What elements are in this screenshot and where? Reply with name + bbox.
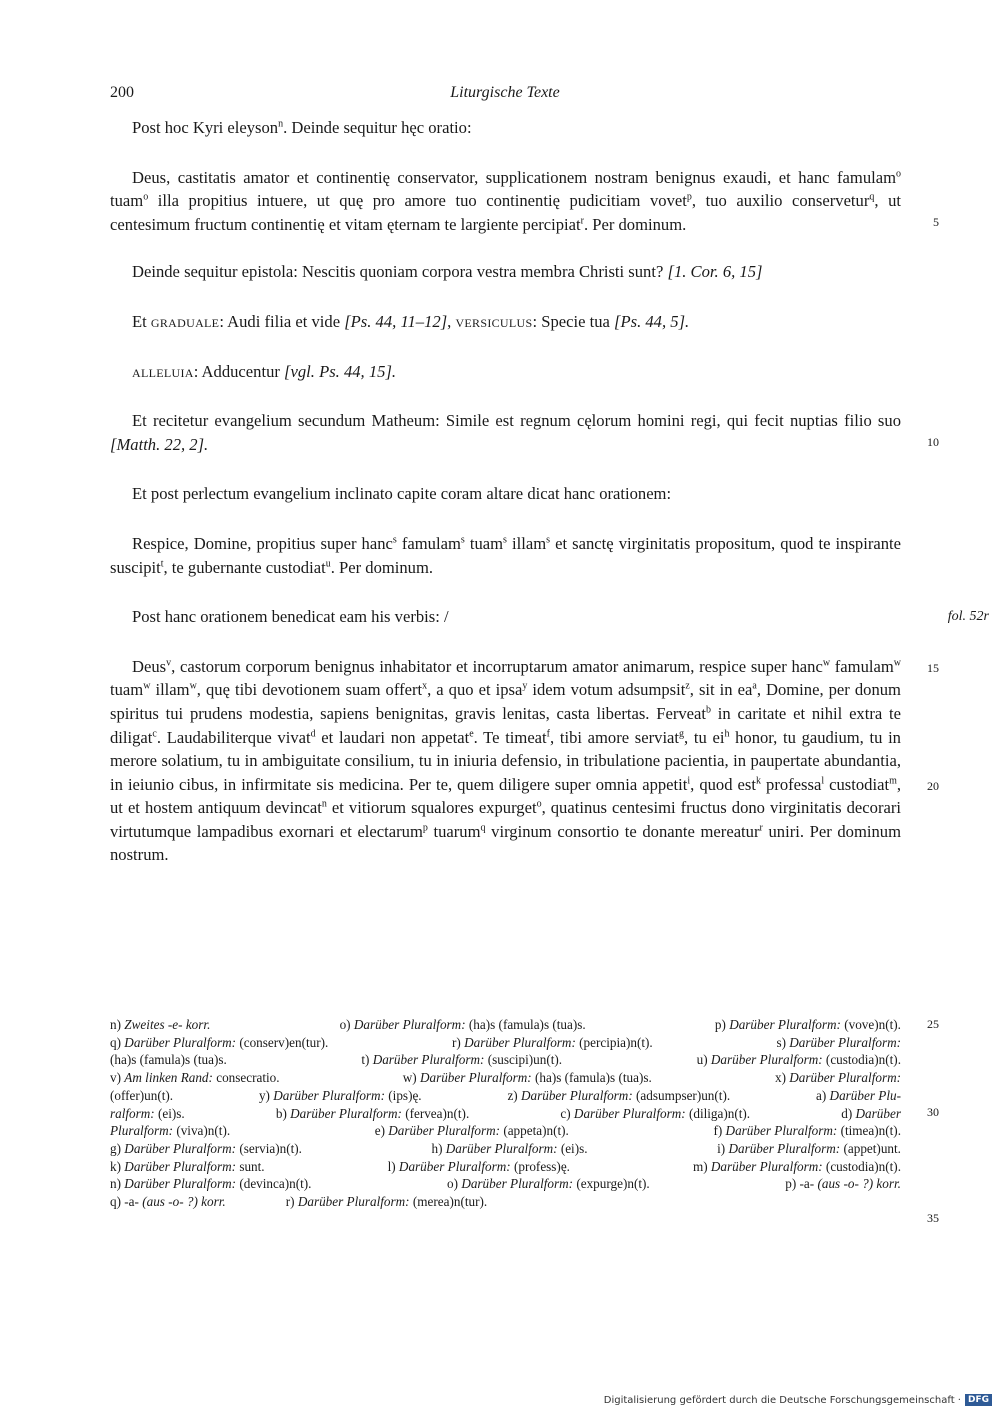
footnote-marker: b [706,704,711,716]
text-run: , ut centesimum fructum continentię et vitam ęternam te largiente percipiat [110,191,901,234]
paragraph-6: Et recitetur evangelium secundum Matheum: Simile est regnum cęlorum homini regi, qui fecit nuptias filio suo [Matth. 22, 2]. 10 [110,411,939,454]
footnote-item: t) Darüber Pluralform: (suscipi)un(t). [361,1052,563,1068]
footnote-item: k) Darüber Pluralform: sunt. [110,1158,265,1174]
paragraph-8 [110,532,901,579]
footnote-line [110,1140,901,1158]
text-run: et vitiorum squalores expurget [326,798,537,818]
footnote-marker: o [896,168,901,180]
footnote-item: n) Zweites -e- korr. [110,1017,211,1032]
line-number-10: 10 [927,434,939,449]
text-run: Deus [132,656,167,676]
footnote-item: o) Darüber Pluralform: (ha)s (famula)s (tua)s. [339,1017,586,1032]
footnote-item: i) Darüber Pluralform: (appet)unt. [717,1140,901,1156]
text-run: uniri. Per dominum nostrum. [110,821,901,865]
footnote-marker: q [869,191,875,203]
line-number-25: 25 [927,1017,939,1031]
text-run: famulam [396,533,461,553]
dfg-logo: DFG [965,1394,992,1406]
footnote-item: ralform: (ei)s. [110,1105,185,1121]
footnote-marker: o [536,798,542,810]
footnote-marker: s [392,534,397,546]
footnotes [110,1016,939,1225]
footnote-item: s) Darüber Pluralform: [776,1034,901,1050]
footnote-item: b) Darüber Pluralform: (fervea)n(t). [275,1105,470,1121]
footnote-marker: l [821,775,825,787]
footnote-item: g) Darüber Pluralform: (servia)n(t). [110,1140,302,1156]
text-run: , tu ei [684,727,725,747]
footnote-item: a) Darüber Plu- [816,1087,901,1103]
footnote-marker: c [152,727,157,739]
footnote-item: (offer)un(t). [110,1087,174,1103]
text-run: professa [761,774,822,794]
footnote-item: h) Darüber Pluralform: (ei)s. [431,1140,588,1156]
footnote-marker: w [143,680,151,692]
text-run: illam [150,680,190,700]
footnote-marker: z [685,680,690,692]
text-run: , te gubernante custodiat [163,557,326,577]
body-text [110,116,989,893]
footnote-item: z) Darüber Pluralform: (adsumpser)un(t). [507,1087,731,1103]
text-run: tuam [110,680,144,700]
footnote-line [110,1105,901,1123]
digitization-credit: Digitalisierung gefördert durch die Deutsche Forschungsgemeinschaft · DFG [604,1394,992,1406]
footnote-marker: e [469,727,474,739]
text-run: custodiat [824,774,890,794]
footnote-marker: w [893,657,901,669]
paragraph-7: Et post perlectum evangelium inclinato capite coram altare dicat hanc orationem: [132,484,672,504]
text-run: . Per dominum. [330,557,434,577]
footnote-marker: v [166,657,172,669]
citation: [1. Cor. 6, 15] [667,262,763,282]
page-number: 200 [110,84,134,101]
footnote-marker: h [724,727,730,739]
paragraph-9: Post hanc orationem benedicat eam his verbis: / fol. 52r [110,605,901,629]
line-number-5: 5 [933,214,939,229]
footnote-line [110,1175,901,1193]
text-run: , quę tibi devotionem suam offert [196,680,423,700]
footnote-marker: s [503,534,507,546]
footnote-item: v) Am linken Rand: consecratio. [110,1070,280,1086]
text-run: et laudari non appetat [315,727,470,747]
text-run: , castorum corporum benignus inhabitator et incorruptarum amator animarum, respice super hanc [171,656,823,676]
paragraph-2 [110,166,939,237]
line-number-35: 35 [927,1211,939,1225]
footnote-marker: k [756,775,761,787]
footnote-item: c) Darüber Pluralform: (diliga)n(t). [560,1105,751,1121]
text-run: honor, tu gaudium, tu in merore solatium, tu in ambiguitate consilium, tu in iniuria defensio, in tribulatione pacientia, in paupertate abundantia, in ieiunio cibus, in infirmitate sis medicina. Per te, quem diligere super omnia appetit [110,727,901,794]
text-run: virginum consortio te donante mereatur [485,821,760,841]
footnote-marker: p [686,191,692,203]
text-run: tuam [110,191,144,211]
footnote-marker: w [189,680,197,692]
footnote-item: m) Darüber Pluralform: (custodia)n(t). [692,1158,901,1174]
text-run: , sit in ea [689,680,753,700]
footnote-item: n) Darüber Pluralform: (devinca)n(t). [110,1176,312,1192]
footnote-marker: s [460,534,465,546]
footnote-item: x) Darüber Pluralform: [774,1070,901,1086]
p2-text [110,168,901,234]
text-run: , a quo et ipsa [427,680,523,700]
paragraph-3: Deinde sequitur epistola: Nescitis quoniam corpora vestra membra Christi sunt? [1. Cor. 6, 15] [132,262,763,282]
footnote-marker: d [310,727,316,739]
running-title: Liturgische Texte [450,84,560,101]
text-run: idem votum adsumpsit [527,680,686,700]
footnote-marker: p [422,822,428,834]
footnote-line [110,1193,901,1211]
footnote-line [110,1034,901,1052]
line-number-30: 30 [927,1105,939,1119]
footnote-marker: g [679,727,685,739]
footnote-marker: x [422,680,428,692]
text-run: , ut et hostem antiquum devincat [110,774,901,818]
footnote-marker: o [143,191,149,203]
footnote-marker: u [325,558,331,569]
paragraph-5: alleluia: Adducentur [vgl. Ps. 44, 15]. [132,361,397,381]
footnote-marker: n [321,798,327,810]
footnote-marker: m [889,775,897,787]
footnote-item: p) -a- (aus -o- ?) korr. [785,1176,901,1192]
footnote-line [110,1158,901,1176]
text-run: tuam [464,533,504,553]
footnote-marker: i [687,775,691,787]
text-run: , quatinus centesimi fructus dono virginitatis decorari virtutumque lampadibus exornari et electarum [110,798,901,841]
footnote-line [110,1069,901,1087]
folio-marker: fol. 52r [947,609,989,625]
footnote-item: y) Darüber Pluralform: (ips)ę. [258,1087,422,1103]
text-run: tuarum [427,821,481,841]
line-number-20: 20 [927,778,939,793]
footnote-item: r) Darüber Pluralform: (percipia)n(t). [452,1034,653,1050]
text-run: , tuo auxilio conservetur [691,191,870,211]
footnote-marker: r [580,215,584,227]
footnote-line [110,1122,901,1140]
footnote-marker: y [522,680,528,692]
footnote-item: (ha)s (famula)s (tua)s. [110,1052,227,1068]
text-run: illa propitius intuere, ut quę pro amore tuo continentię pudicitiam vovet [148,191,687,211]
footnote-item: e) Darüber Pluralform: (appeta)n(t). [374,1123,569,1139]
footnote-line [110,1087,901,1105]
footnote-item: w) Darüber Pluralform: (ha)s (famula)s (tua)s. [402,1070,652,1086]
footnote-marker: f [546,727,551,739]
paragraph-10 [110,655,939,867]
footnote-item: p) Darüber Pluralform: (vove)n(t). [714,1017,901,1032]
text-run: . Per dominum. [583,214,687,234]
footnote-marker: s [546,534,551,546]
footnote-item: f) Darüber Pluralform: (timea)n(t). [713,1123,901,1139]
footnote-item: r) Darüber Pluralform: (merea)n(tur). [285,1194,488,1210]
line-number-15: 15 [927,660,939,675]
page-header [110,84,900,108]
footnote-line [110,1016,901,1034]
footnote-item: q) Darüber Pluralform: (conserv)en(tur). [110,1034,329,1050]
text-run: , Domine, per donum spiritus tui prudens modestia, sapiens benignitas, gravis lenitas, casta libertas. Ferveat [110,680,901,723]
text-run: Respice, Domine, propitius super hanc [132,533,393,553]
text-run: illam [506,533,547,553]
footnote-marker: r [759,822,763,834]
footnote-marker: a [752,680,757,692]
footnote-item: d) Darüber [841,1105,901,1121]
footnote-marker: t [160,558,164,569]
footnote-item: u) Darüber Pluralform: (custodia)n(t). [696,1052,901,1068]
text-run: et sanctę virginitatis propositum, quod te inspirante suscipit [110,533,901,577]
paragraph-4: Et graduale: Audi filia et vide [Ps. 44, 11–12], versiculus: Specie tua [Ps. 44, 5]. [132,311,690,331]
text-run: in caritate et nihil extra te diligat [110,703,901,747]
footnote-marker: q [480,822,486,834]
text-run: . Laudabiliterque vivat [156,727,311,747]
footnote-item: Pluralform: (viva)n(t). [110,1123,231,1139]
text-run: famulam [830,656,894,676]
paragraph-1: Post hoc Kyri eleyson$^n$. Deinde sequitur hęc oratio: [132,118,472,137]
footnote-item: o) Darüber Pluralform: (expurge)n(t). [447,1176,650,1192]
footnote-line [110,1051,901,1069]
text-run: . Te timeat [473,727,547,747]
footnote-marker: w [822,657,831,669]
text-run: Deus, castitatis amator et continentię conservator, supplicationem nostram benignus exaudi, et hanc famulam [132,167,896,187]
footnote-item: l) Darüber Pluralform: (profess)ę. [387,1158,570,1174]
footnote-item: q) -a- (aus -o- ?) korr. [110,1194,226,1210]
text-run: , quod est [690,774,756,794]
text-run: , tibi amore serviat [550,727,680,747]
